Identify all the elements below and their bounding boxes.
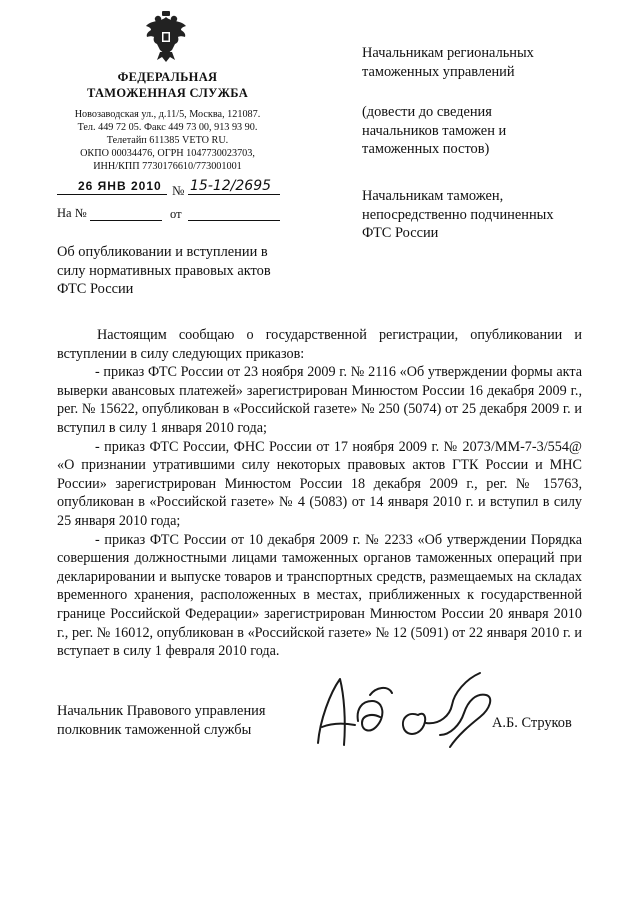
- number-underline: [188, 194, 280, 195]
- org-title-line-1: ФЕДЕРАЛЬНАЯ: [117, 70, 218, 84]
- recipient-block-2: [362, 187, 602, 243]
- address-line-1: Новозаводская ул., д.11/5, Москва, 121087.: [74, 109, 261, 120]
- recipient-note-line: таможенных постов): [362, 141, 490, 157]
- address-line-5: ИНН/КПП 7730176610/773001001: [93, 161, 242, 172]
- recipient-note: [362, 103, 602, 159]
- recipient-line: Начальникам региональных: [362, 45, 534, 61]
- org-title-line-2: ТАМОЖЕННАЯ СЛУЖБА: [86, 86, 249, 100]
- subject-line: Об опубликовании и вступлении в: [57, 244, 268, 260]
- signatory-name: А.Б. Струков: [492, 715, 572, 731]
- address-line-4: ОКПО 00034476, ОГРН 1047730023703,: [80, 148, 255, 159]
- reference-date-underline: [188, 220, 280, 221]
- signatory-position: [57, 702, 317, 739]
- reference-number-label: На №: [57, 206, 87, 220]
- address-line-3: Телетайп 611385 VETO RU.: [106, 135, 229, 146]
- date-underline: [57, 194, 167, 195]
- recipient-line: ФТС России: [362, 225, 439, 241]
- reference-date-label: от: [170, 207, 182, 221]
- recipient-note-line: начальников таможен и: [362, 122, 507, 139]
- registration-date-stamp: 26 ЯНВ 2010: [78, 179, 162, 193]
- order-item-2: - приказ ФТС России, ФНС России от 17 ноября 2009 г. № 2073/ММ-7-3/554@ «О признании утратившими силу некоторых правовых актов ГТК России и МНС России» зарегистрирован Минюстом России 18 декабря 2009 г., рег. № 15763, опубликован в «Российской газете» № 4 (5083) от 14 января 2010 г. и вступил в силу 25 января 2010 года;: [57, 438, 582, 529]
- letter-body: [57, 326, 582, 661]
- handwritten-signature-icon: [300, 665, 520, 765]
- recipient-line: Начальникам таможен,: [362, 188, 504, 204]
- registration-number: 15-12/2695: [190, 178, 272, 194]
- order-item-3: - приказ ФТС России от 10 декабря 2009 г. № 2233 «Об утверждении Порядка совершения должностными лицами таможенных органов таможенных операций при декларировании и выпуске товаров и транспортных средств, размещаемых на складах временного хранения, расположенных в местах, приближенных к государственной границе Российской Федерации» зарегистрирован Минюстом России 20 января 2010 г., рег. № 16012, опубликован в «Российской газете» № 12 (5091) от 22 января 2010 г. и вступает в силу 1 февраля 2010 года.: [57, 531, 582, 660]
- reference-number-underline: [90, 220, 162, 221]
- subject-line: ФТС России: [57, 281, 134, 297]
- order-item-1: - приказ ФТС России от 23 ноября 2009 г. № 2116 «Об утверждении формы акта выверки авансовых платежей» зарегистрирован Минюстом России 16 декабря 2009 г., рег. № 15622, опубликован в «Российской газете» № 250 (5074) от 25 декабря 2009 г. и вступил в силу 1 января 2010 года;: [57, 364, 582, 436]
- position-line-2: полковник таможенной службы: [57, 721, 252, 738]
- recipient-line: таможенных управлений: [362, 63, 515, 80]
- subject-heading: [57, 243, 297, 299]
- address-line-2: Тел. 449 72 05. Факс 449 73 00, 913 93 90.: [77, 122, 258, 133]
- subject-line: силу нормативных правовых актов: [57, 262, 271, 279]
- recipient-block-1: [362, 44, 602, 81]
- number-label: №: [172, 183, 185, 198]
- recipient-line: непосредственно подчиненных: [362, 206, 554, 223]
- recipient-note-line: (довести до сведения: [362, 104, 492, 120]
- position-line-1: Начальник Правового управления: [57, 703, 266, 719]
- body-intro: Настоящим сообщаю о государственной регистрации, опубликовании и вступлении в силу следующих приказов:: [57, 327, 582, 362]
- coat-of-arms-emblem-icon: [143, 10, 189, 64]
